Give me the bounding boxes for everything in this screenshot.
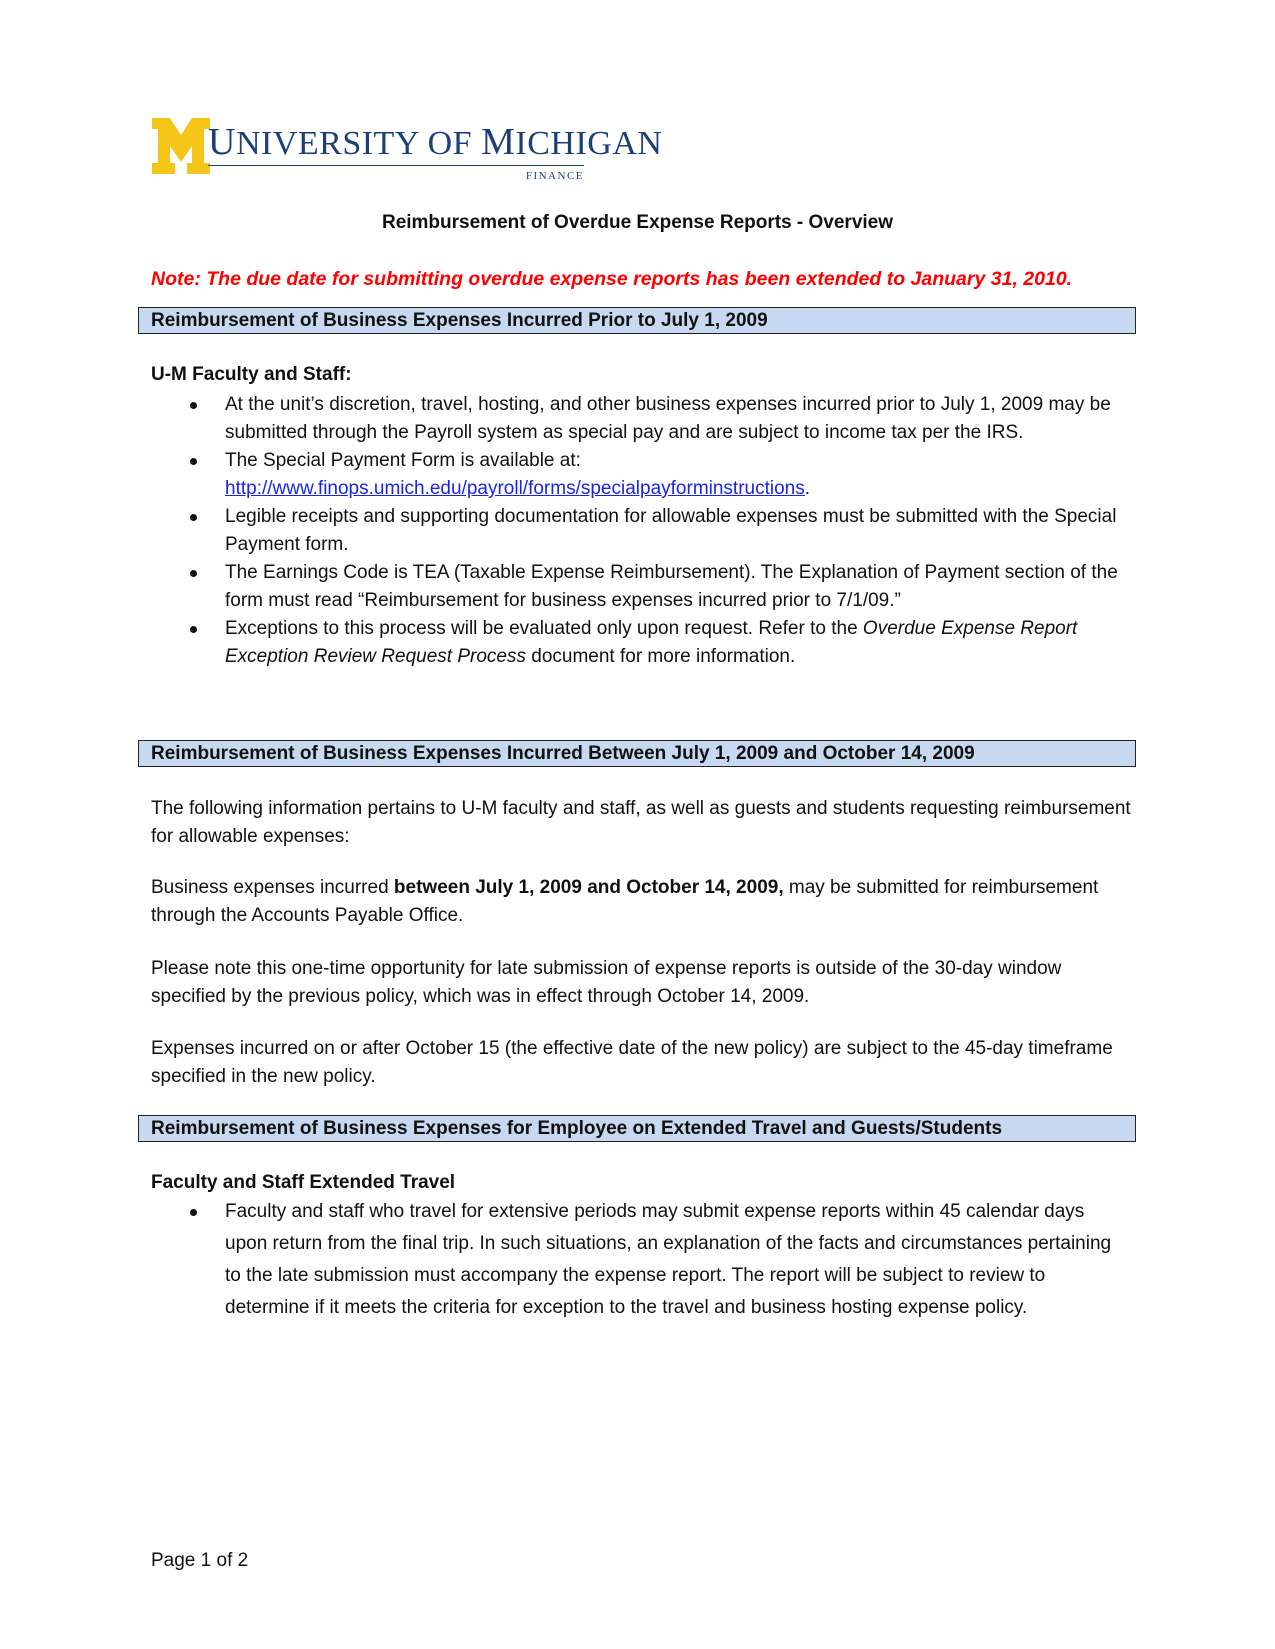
section-heading-prior-july: Reimbursement of Business Expenses Incurred Prior to July 1, 2009 — [138, 307, 1136, 334]
list-item: Legible receipts and supporting documentation for allowable expenses must be submitted with the Special Payment form. — [151, 503, 1121, 559]
logo-wordmark: UNIVERSITY OF MICHIGAN — [208, 121, 663, 163]
bullet-icon — [190, 1209, 197, 1216]
list-item: Exceptions to this process will be evaluated only upon request. Refer to the Overdue Expense Report Exception Review Request Process document for more information. — [151, 615, 1121, 671]
bullet-icon — [190, 514, 197, 521]
logo-rule — [208, 165, 584, 166]
list-item: Faculty and staff who travel for extensive periods may submit expense reports within 45 calendar days upon return from the final trip. In such situations, an explanation of the facts and circumstances pertaining to the late submission must accompany the expense report. The report will be subject to review to determine if it meets the criteria for exception to the travel and business hosting expense policy. — [151, 1196, 1121, 1324]
due-date-note: Note: The due date for submitting overdue expense reports has been extended to January 31, 2010. — [151, 268, 1073, 290]
bullet-list-extended-travel — [151, 1196, 1121, 1324]
bullet-list-prior-july — [151, 391, 1121, 671]
section-heading-extended-travel: Reimbursement of Business Expenses for Employee on Extended Travel and Guests/Students — [138, 1115, 1136, 1142]
bullet-icon — [190, 458, 197, 465]
subheading-extended-travel: Faculty and Staff Extended Travel — [151, 1172, 456, 1193]
document-title: Reimbursement of Overdue Expense Reports - Overview — [381, 212, 894, 233]
list-item: At the unit’s discretion, travel, hosting, and other business expenses incurred prior to July 1, 2009 may be submitted through the Payroll system as special pay and are subject to income tax per the IRS. — [151, 391, 1121, 447]
paragraph-applicability: The following information pertains to U-M faculty and staff, as well as guests and students requesting reimbursement for allowable expenses: — [151, 798, 1131, 847]
subheading-faculty-staff: U-M Faculty and Staff: — [151, 364, 352, 385]
bullet-icon — [190, 626, 197, 633]
university-logo — [152, 118, 663, 184]
paragraph-new-policy: Expenses incurred on or after October 15 (the effective date of the new policy) are subject to the 45-day timeframe specified in the new policy. — [151, 1038, 1113, 1087]
bullet-icon — [190, 570, 197, 577]
list-item: The Earnings Code is TEA (Taxable Expense Reimbursement). The Explanation of Payment section of the form must read “Reimbursement for business expenses incurred prior to 7/1/09.” — [151, 559, 1121, 615]
paragraph-business-expenses: Business expenses incurred between July 1, 2009 and October 14, 2009, may be submitted for reimbursement through the Accounts Payable Office. — [151, 877, 1099, 926]
bullet-icon — [190, 402, 197, 409]
block-m-logo-icon — [152, 118, 210, 174]
logo-subtitle: FINANCE — [525, 170, 584, 182]
page-number: Page 1 of 2 — [151, 1550, 249, 1571]
paragraph-one-time-opportunity: Please note this one-time opportunity for late submission of expense reports is outside of the 30-day window specified by the previous policy, which was in effect through October 14, 2009. — [151, 958, 1062, 1007]
list-item: The Special Payment Form is available at: http://www.finops.umich.edu/payroll/forms/specialpayforminstructions. — [151, 447, 1121, 503]
special-payment-form-link[interactable]: http://www.finops.umich.edu/payroll/forms/specialpayforminstructions — [225, 478, 805, 499]
section-heading-july-october: Reimbursement of Business Expenses Incurred Between July 1, 2009 and October 14, 2009 — [138, 740, 1136, 767]
